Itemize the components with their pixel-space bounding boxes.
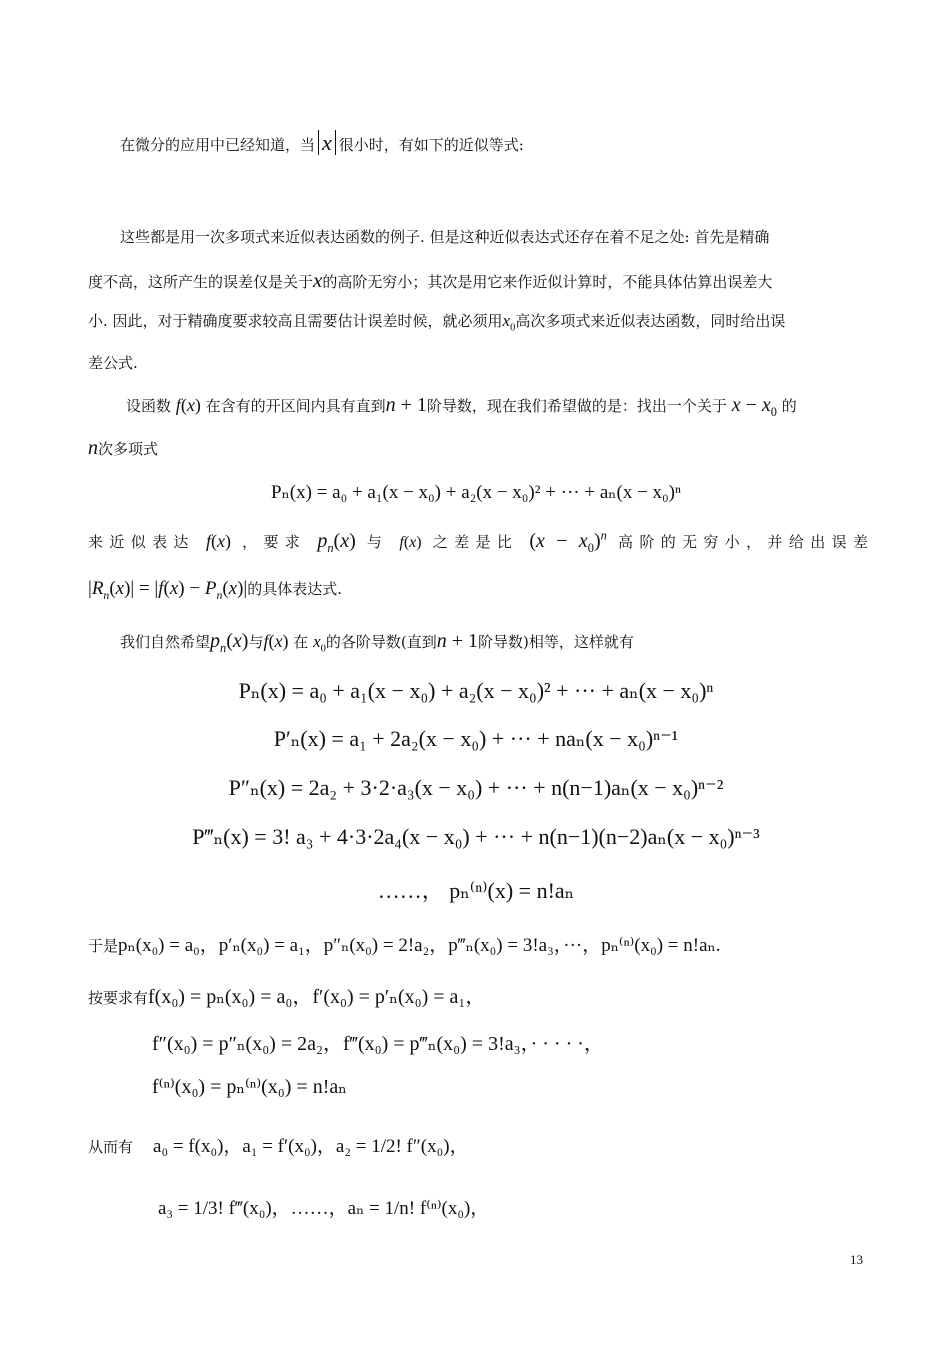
equation-pn-prime: P′ₙ(x) = a₁ + 2a₂(x − x₀) + ··· + naₙ(x − x₀)ⁿ⁻¹ <box>273 726 679 751</box>
coefficient-equation-2: a₃ = 1/3! f‴(x₀)，……，aₙ = 1/n! f⁽ⁿ⁾(x₀)， <box>158 1198 490 1219</box>
paragraph-1 <box>120 130 524 156</box>
coefficient-label: 从而有 <box>88 1138 134 1156</box>
equation-pn: Pₙ(x) = a₀ + a₁(x − x₀) + a₂(x − x₀)² + ··· + aₙ(x − x₀)ⁿ <box>238 678 714 703</box>
p4-b: ，要求 <box>242 533 307 551</box>
p2-l2-pre: 度不高，这所产生的误差仅是关于 <box>88 273 314 291</box>
coefficient-line-1 <box>88 1131 469 1158</box>
equation-pn-triple-prime: P‴ₙ(x) = 3! a₃ + 4·3·2a₄(x − x₀) + ··· + n(n−1)(n−2)aₙ(x − x₀)ⁿ⁻³ <box>192 824 760 849</box>
paragraph-2-line-3: 小. 因此，对于精确度要求较高且需要估计误差时候，就必须用$x_0$高次多项式来近似表达函数，同时给出误 <box>88 311 786 334</box>
page-number: 13 <box>850 1252 863 1267</box>
paragraph-2-line-1: 这些都是用一次多项式来近似表达函数的例子. 但是这种近似表达式还存在着不足之处: 首先是精确 <box>120 228 770 246</box>
p2-l2-post: 的高阶无穷小；其次是用它来作近似计算时，不能具体估算出误差大 <box>322 273 773 291</box>
paragraph-1-pre: 在微分的应用中已经知道，当 <box>120 136 316 154</box>
p2-l3-post: 高次多项式来近似表达函数，同时给出误 <box>515 312 786 330</box>
paragraph-4-line-2: $|R_n(x)| = |f(x) - P_n(x)|$的具体表达式. <box>88 578 343 602</box>
requirement-equation-2: f″(x₀) = p″ₙ(x₀) = 2a₂，f‴(x₀) = p‴ₙ(x₀) = 3!a₃，· · · · ·， <box>152 1033 604 1055</box>
p4-c: 与 <box>366 533 389 551</box>
paragraph-5: 我们自然希望$p_n(x)$与f(x) 在 $x_0$的各阶导数(直到n + 1阶导数)相等，这样就有 <box>120 630 634 655</box>
paragraph-4-line-1: 来近似表达 f(x) ，要求 $p_n(x)$ 与 f(x) 之差是比 $(x - x_0)^n$ 高阶的无穷小，并给出误差 <box>88 528 868 555</box>
p3-b: 在含有的开区间内具有直到 <box>205 397 386 415</box>
abs-x-var: x <box>322 130 332 155</box>
p5-b: 与 <box>248 633 264 651</box>
result-equation: pₙ(x₀) = a₀，p′ₙ(x₀) = a₁，p″ₙ(x₀) = 2!a₂，p‴ₙ(x₀) = 3!a₃，···，pₙ⁽ⁿ⁾(x₀) = n!aₙ. <box>118 935 721 956</box>
p4-e: 高阶的无穷小，并给出误差 <box>618 533 868 551</box>
requirement-line-1 <box>88 980 485 1009</box>
equation-pn-nth: ……， pₙ⁽ⁿ⁾(x) = n!aₙ <box>377 878 575 903</box>
abs-x <box>318 130 336 155</box>
paragraph-3-line-2: n次多项式 <box>88 437 159 459</box>
requirement-label: 按要求有 <box>88 989 149 1007</box>
pn-definition: Pₙ(x) = a₀ + a₁(x − x₀) + a₂(x − x₀)² + ··· + aₙ(x − x₀)ⁿ <box>271 482 681 503</box>
p4-d: 之差是比 <box>432 533 519 551</box>
p2-l3-pre: 小. 因此，对于精确度要求较高且需要估计误差时候，就必须用 <box>88 312 503 330</box>
requirement-equation-1: f(x₀) = pₙ(x₀) = a₀，f′(x₀) = p′ₙ(x₀) = a₁， <box>148 986 486 1008</box>
requirement-equation-3: f⁽ⁿ⁾(x₀) = pₙ⁽ⁿ⁾(x₀) = n!aₙ <box>152 1076 347 1098</box>
p5-e: 阶导数)相等，这样就有 <box>478 633 634 651</box>
p3-d: 的 <box>781 397 797 415</box>
result-label: 于是 <box>88 937 119 955</box>
paragraph-1-post: 很小时，有如下的近似等式: <box>338 136 524 154</box>
paragraph-3-line-1: 设函数 f(x) 在含有的开区间内具有直到n + 1阶导数，现在我们希望做的是：找出一个关于 $x - x_0$ 的 <box>126 394 797 419</box>
result-line <box>88 930 720 957</box>
p4-l2-post: 的具体表达式. <box>247 580 343 598</box>
equation-pn-double-prime: P″ₙ(x) = 2a₂ + 3·2·a₃(x − x₀) + ··· + n(n−1)aₙ(x − x₀)ⁿ⁻² <box>228 775 724 800</box>
coefficient-equation-1: a₀ = f(x₀)，a₁ = f′(x₀)，a₂ = 1/2! f″(x₀)， <box>153 1136 469 1157</box>
paragraph-2-line-4: 差公式. <box>88 354 138 372</box>
paragraph-2-line-2: 度不高，这所产生的误差仅是关于x的高阶无穷小；其次是用它来作近似计算时，不能具体估算出误差大 <box>88 268 773 292</box>
p5-a: 我们自然希望 <box>120 633 211 651</box>
p3-l2: 次多项式 <box>98 440 159 458</box>
p3-a: 设函数 <box>126 397 172 415</box>
p5-d: 的各阶导数(直到 <box>325 633 437 651</box>
p5-c: 在 <box>293 633 309 651</box>
p3-c: 阶导数，现在我们希望做的是：找出一个关于 <box>426 397 727 415</box>
p4-a: 来近似表达 <box>88 533 195 551</box>
